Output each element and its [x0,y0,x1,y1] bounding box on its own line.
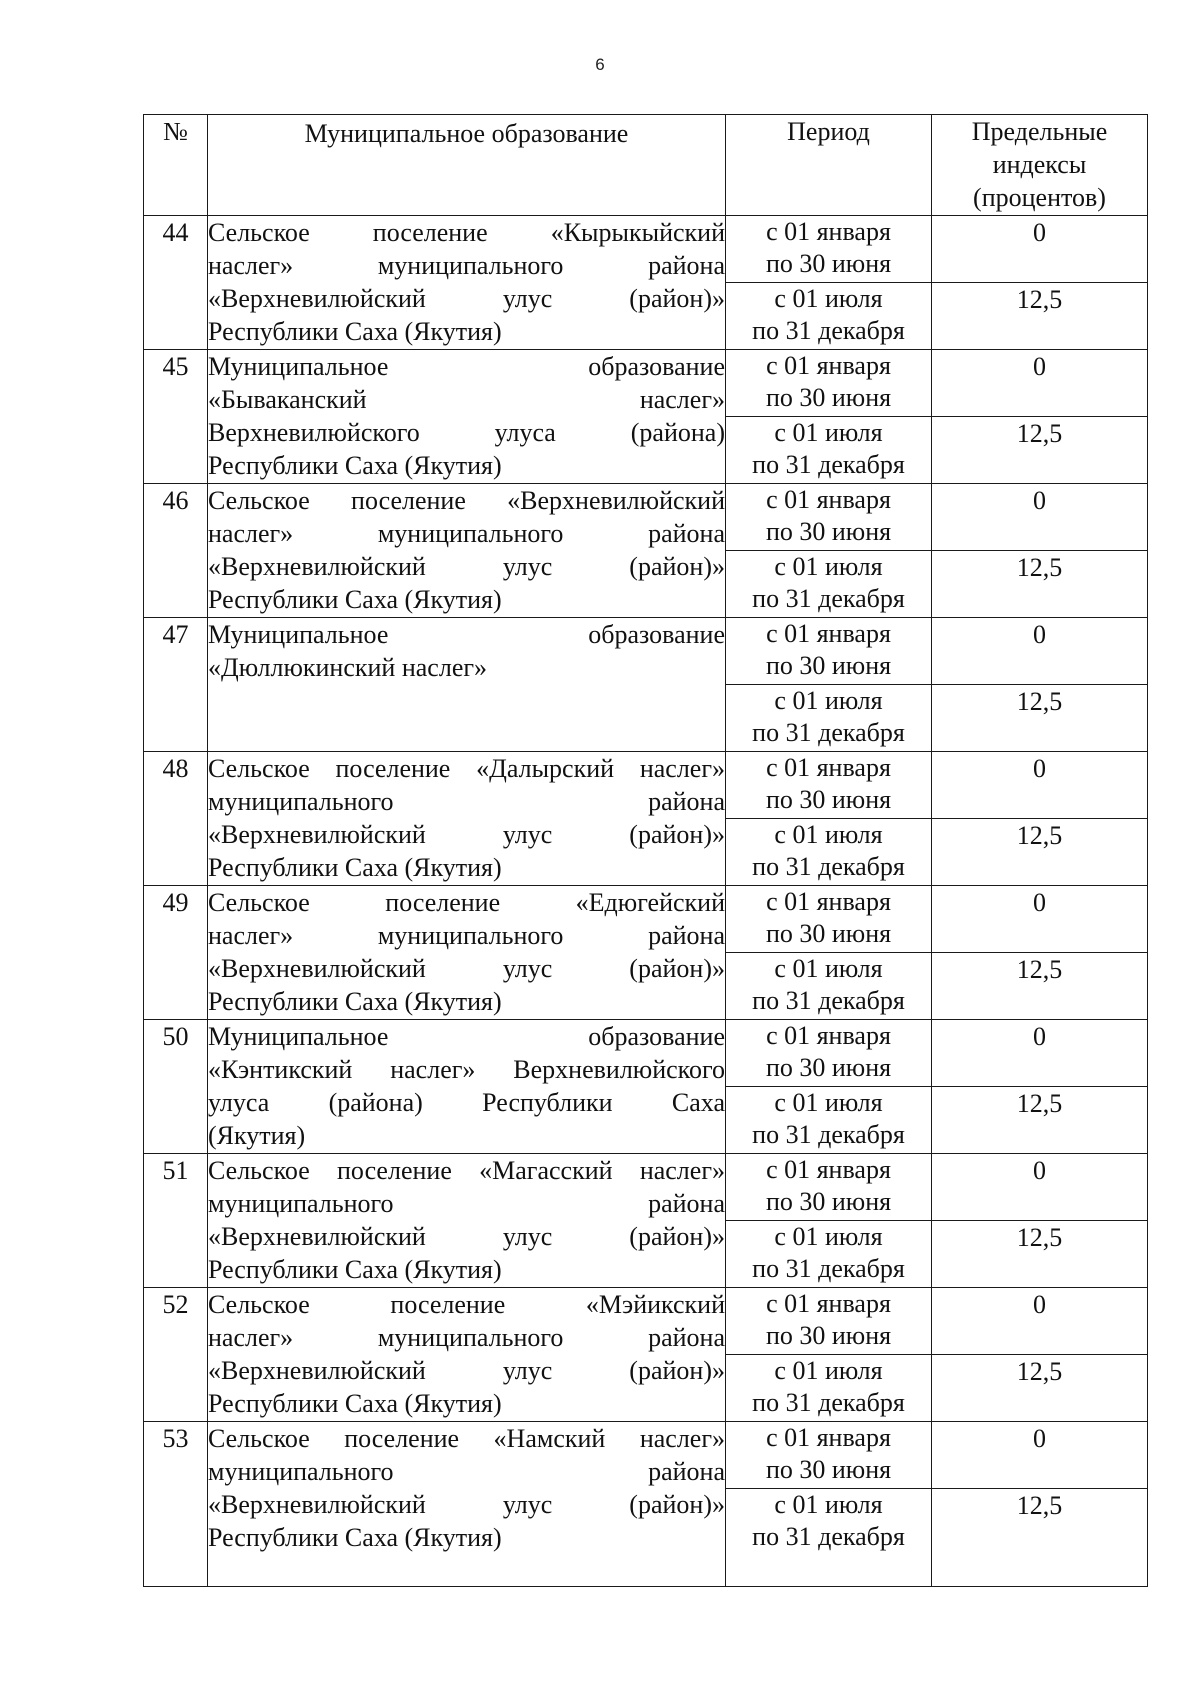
period-cell [726,1020,932,1087]
period-from: с 01 июля [774,820,883,849]
period-cell [726,752,932,819]
header-index-line: (процентов) [973,183,1106,212]
index-value: 0 [932,618,1148,685]
header-number: № [144,115,208,216]
municipality-name-line: Сельское поселение «Верхневилюйский [208,486,725,515]
period-from: с 01 января [766,887,891,916]
period-to: по 30 июня [765,785,892,814]
municipality-name [208,484,726,618]
municipality-name-line: муниципального района [208,787,725,816]
period-cell [726,283,932,350]
municipality-name-line: Сельское поселение «Едюгейский [208,888,725,917]
header-index-line: Предельные [971,117,1108,146]
period-cell [726,1221,932,1288]
period-from: с 01 июля [774,552,883,581]
period-to: по 31 декабря [752,852,905,881]
table-header-row [144,115,1148,216]
row-number: 49 [144,886,208,1020]
index-value: 0 [932,1288,1148,1355]
header-index [932,115,1148,216]
index-value: 0 [932,1422,1148,1489]
municipality-name [208,886,726,1020]
index-value: 12,5 [932,1221,1148,1288]
index-value: 12,5 [932,551,1148,618]
municipality-name-line: наслег» муниципального района [208,519,725,548]
period-to: по 31 декабря [752,316,905,345]
period-from: с 01 января [766,351,891,380]
row-number: 46 [144,484,208,618]
municipality-name [208,618,726,752]
period-from: с 01 января [766,485,891,514]
period-cell [726,953,932,1020]
period-to: по 31 декабря [752,584,905,613]
period-cell [726,886,932,953]
municipality-name [208,1422,726,1587]
municipality-name-line: «Верхневилюйский улус (район)» [208,1222,725,1251]
period-from: с 01 января [766,1155,891,1184]
index-limits-table [143,114,1148,1587]
index-value: 0 [932,1020,1148,1087]
period-from: с 01 января [766,217,891,246]
period-cell [726,1288,932,1355]
period-to: по 31 декабря [752,1388,905,1417]
municipality-name-line: Сельское поселение «Намский наслег» [208,1424,725,1453]
table-row [144,752,1148,819]
table-body [144,216,1148,1587]
row-number: 50 [144,1020,208,1154]
period-cell [726,1489,932,1587]
row-number: 51 [144,1154,208,1288]
municipality-name-line: улуса (района) Республики Саха [208,1088,725,1117]
period-to: по 31 декабря [752,986,905,1015]
municipality-name [208,1288,726,1422]
index-value: 0 [932,216,1148,283]
period-cell [726,1154,932,1221]
municipality-name-line: Республики Саха (Якутия) [208,317,502,346]
index-value: 0 [932,350,1148,417]
table-row [144,484,1148,551]
index-value: 12,5 [932,1355,1148,1422]
period-from: с 01 июля [774,284,883,313]
period-cell [726,417,932,484]
period-to: по 31 декабря [752,450,905,479]
municipality-name-line: Республики Саха (Якутия) [208,1523,502,1552]
period-cell [726,551,932,618]
index-value: 0 [932,886,1148,953]
period-from: с 01 января [766,1423,891,1452]
row-number: 44 [144,216,208,350]
period-cell [726,350,932,417]
municipality-name-line: «Бываканский наслег» [208,385,725,414]
index-value: 0 [932,752,1148,819]
period-from: с 01 января [766,1021,891,1050]
municipality-name-line: наслег» муниципального района [208,921,725,950]
municipality-name-line: муниципального района [208,1457,725,1486]
period-from: с 01 июля [774,418,883,447]
table-row [144,1020,1148,1087]
index-value: 12,5 [932,1489,1148,1587]
header-index-line: индексы [992,150,1087,179]
period-cell [726,819,932,886]
municipality-name-line: Сельское поселение «Далырский наслег» [208,754,725,783]
period-to: по 31 декабря [752,1254,905,1283]
index-value: 12,5 [932,685,1148,752]
period-from: с 01 июля [774,1356,883,1385]
period-to: по 31 декабря [752,1120,905,1149]
table-row [144,1422,1148,1489]
table-row [144,886,1148,953]
index-value: 0 [932,1154,1148,1221]
municipality-name [208,1154,726,1288]
index-value: 12,5 [932,953,1148,1020]
municipality-name-line: Республики Саха (Якутия) [208,853,502,882]
index-value: 12,5 [932,819,1148,886]
period-from: с 01 января [766,619,891,648]
row-number: 48 [144,752,208,886]
period-from: с 01 июля [774,1222,883,1251]
row-number: 53 [144,1422,208,1587]
period-to: по 30 июня [765,517,892,546]
municipality-name-line: Муниципальное образование [208,620,725,649]
period-to: по 30 июня [765,651,892,680]
municipality-name-line: Муниципальное образование [208,352,725,381]
period-from: с 01 июля [774,1088,883,1117]
municipality-name-line: «Верхневилюйский улус (район)» [208,1356,725,1385]
municipality-name-line: «Кэнтикский наслег» Верхневилюйского [208,1055,725,1084]
index-value: 12,5 [932,1087,1148,1154]
header-period: Период [726,115,932,216]
period-to: по 31 декабря [752,718,905,747]
municipality-name-line: Республики Саха (Якутия) [208,1255,502,1284]
table-row [144,618,1148,685]
page-number: 6 [595,55,605,74]
period-cell [726,685,932,752]
municipality-name-line: Республики Саха (Якутия) [208,585,502,614]
municipality-name [208,350,726,484]
municipality-name-line: «Верхневилюйский улус (район)» [208,954,725,983]
period-cell [726,618,932,685]
period-cell [726,216,932,283]
table-row [144,1288,1148,1355]
period-from: с 01 июля [774,686,883,715]
index-value: 12,5 [932,417,1148,484]
period-to: по 30 июня [765,1053,892,1082]
row-number: 52 [144,1288,208,1422]
index-value: 0 [932,484,1148,551]
period-from: с 01 июля [774,1490,883,1519]
municipality-name-line: «Дюллюкинский наслег» [208,653,488,682]
municipality-name-line: Муниципальное образование [208,1022,725,1051]
period-from: с 01 января [766,1289,891,1318]
row-number: 45 [144,350,208,484]
table-row [144,350,1148,417]
municipality-name-line: Сельское поселение «Кырыкыйский [208,218,725,247]
municipality-name-line: «Верхневилюйский улус (район)» [208,1490,725,1519]
period-from: с 01 января [766,753,891,782]
period-to: по 30 июня [765,1321,892,1350]
municipality-name-line: Верхневилюйского улуса (района) [208,418,725,447]
municipality-name-line: «Верхневилюйский улус (район)» [208,552,725,581]
municipality-name [208,216,726,350]
table-row [144,216,1148,283]
period-to: по 30 июня [765,1455,892,1484]
period-cell [726,1355,932,1422]
municipality-name-line: «Верхневилюйский улус (район)» [208,284,725,313]
municipality-name-line: Сельское поселение «Магасский наслег» [208,1156,725,1185]
period-to: по 30 июня [765,1187,892,1216]
period-cell [726,1087,932,1154]
period-from: с 01 июля [774,954,883,983]
municipality-name-line: (Якутия) [208,1121,306,1150]
index-value: 12,5 [932,283,1148,350]
period-cell [726,1422,932,1489]
municipality-name-line: муниципального района [208,1189,725,1218]
municipality-name-line: Сельское поселение «Мэйикский [208,1290,725,1319]
municipality-name-line: Республики Саха (Якутия) [208,1389,502,1418]
period-cell [726,484,932,551]
municipality-name [208,752,726,886]
municipality-name-line: наслег» муниципального района [208,1323,725,1352]
municipality-name-line: Республики Саха (Якутия) [208,987,502,1016]
period-to: по 31 декабря [752,1522,905,1551]
header-municipality: Муниципальное образование [208,115,726,216]
municipality-name-line: Республики Саха (Якутия) [208,451,502,480]
municipality-name [208,1020,726,1154]
table-row [144,1154,1148,1221]
municipality-name-line: наслег» муниципального района [208,251,725,280]
period-to: по 30 июня [765,249,892,278]
row-number: 47 [144,618,208,752]
period-to: по 30 июня [765,383,892,412]
municipality-name-line: «Верхневилюйский улус (район)» [208,820,725,849]
period-to: по 30 июня [765,919,892,948]
